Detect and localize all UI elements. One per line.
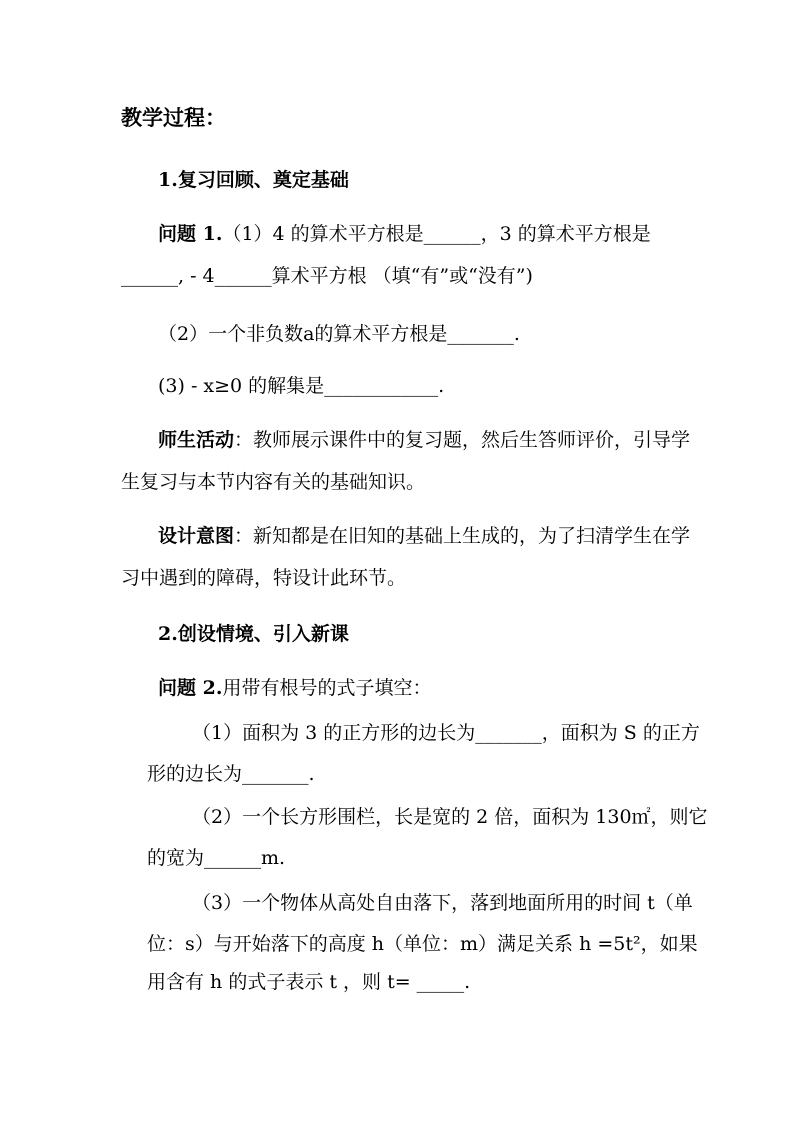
question-2-text: 用带有根号的式子填空： xyxy=(222,677,432,699)
activity-text-1: ：教师展示课件中的复习题，然后生答师评价，引导学 xyxy=(234,429,691,451)
question-2-part-3-line-3: 用含有 h 的式子表示 t ，则 t= _____. xyxy=(147,971,471,993)
section-1-heading: 1.复习回顾、奠定基础 xyxy=(158,169,349,191)
activity-label: 师生活动 xyxy=(158,429,235,451)
question-1-part-3: (3) - x≥0 的解集是____________. xyxy=(158,375,445,397)
question-2-intro xyxy=(158,676,431,700)
design-intent-label: 设计意图 xyxy=(158,525,235,547)
question-2-part-2-line-1: （2）一个长方形围栏，长是宽的 2 倍，面积为 130㎡，则它 xyxy=(192,806,708,828)
question-2-part-3-line-2: 位：s）与开始落下的高度 h（单位：m）满足关系 h =5t²，如果 xyxy=(147,933,698,955)
question-1-label: 问题 1. xyxy=(158,223,223,245)
teacher-student-activity-line-1 xyxy=(158,428,690,452)
question-1-line-1 xyxy=(158,222,651,246)
question-2-part-2-line-2: 的宽为______m. xyxy=(147,847,286,869)
page-title: 教学过程： xyxy=(121,105,226,130)
question-1-line-2: ______, - 4______算术平方根 （填“有”或“没有”) xyxy=(121,265,533,287)
question-2-part-1-line-2: 形的边长为_______. xyxy=(147,763,315,785)
teacher-student-activity-line-2: 生复习与本节内容有关的基础知识。 xyxy=(121,471,426,493)
question-1-part-2: （2）一个非负数a的算术平方根是_______. xyxy=(158,323,520,345)
section-2-heading: 2.创设情境、引入新课 xyxy=(158,623,349,645)
design-intent-line-1 xyxy=(158,524,690,548)
question-2-part-3-line-1: （3）一个物体从高处自由落下，落到地面所用的时间 t（单 xyxy=(192,892,693,914)
design-intent-line-2: 习中遇到的障碍，特设计此环节。 xyxy=(121,567,407,589)
design-intent-text-1: ：新知都是在旧知的基础上生成的，为了扫清学生在学 xyxy=(234,525,691,547)
question-1-part-1: （1）4 的算术平方根是______，3 的算术平方根是 xyxy=(222,223,651,245)
question-2-part-1-line-1: （1）面积为 3 的正方形的边长为_______，面积为 S 的正方 xyxy=(192,722,700,744)
question-2-label: 问题 2. xyxy=(158,677,223,699)
